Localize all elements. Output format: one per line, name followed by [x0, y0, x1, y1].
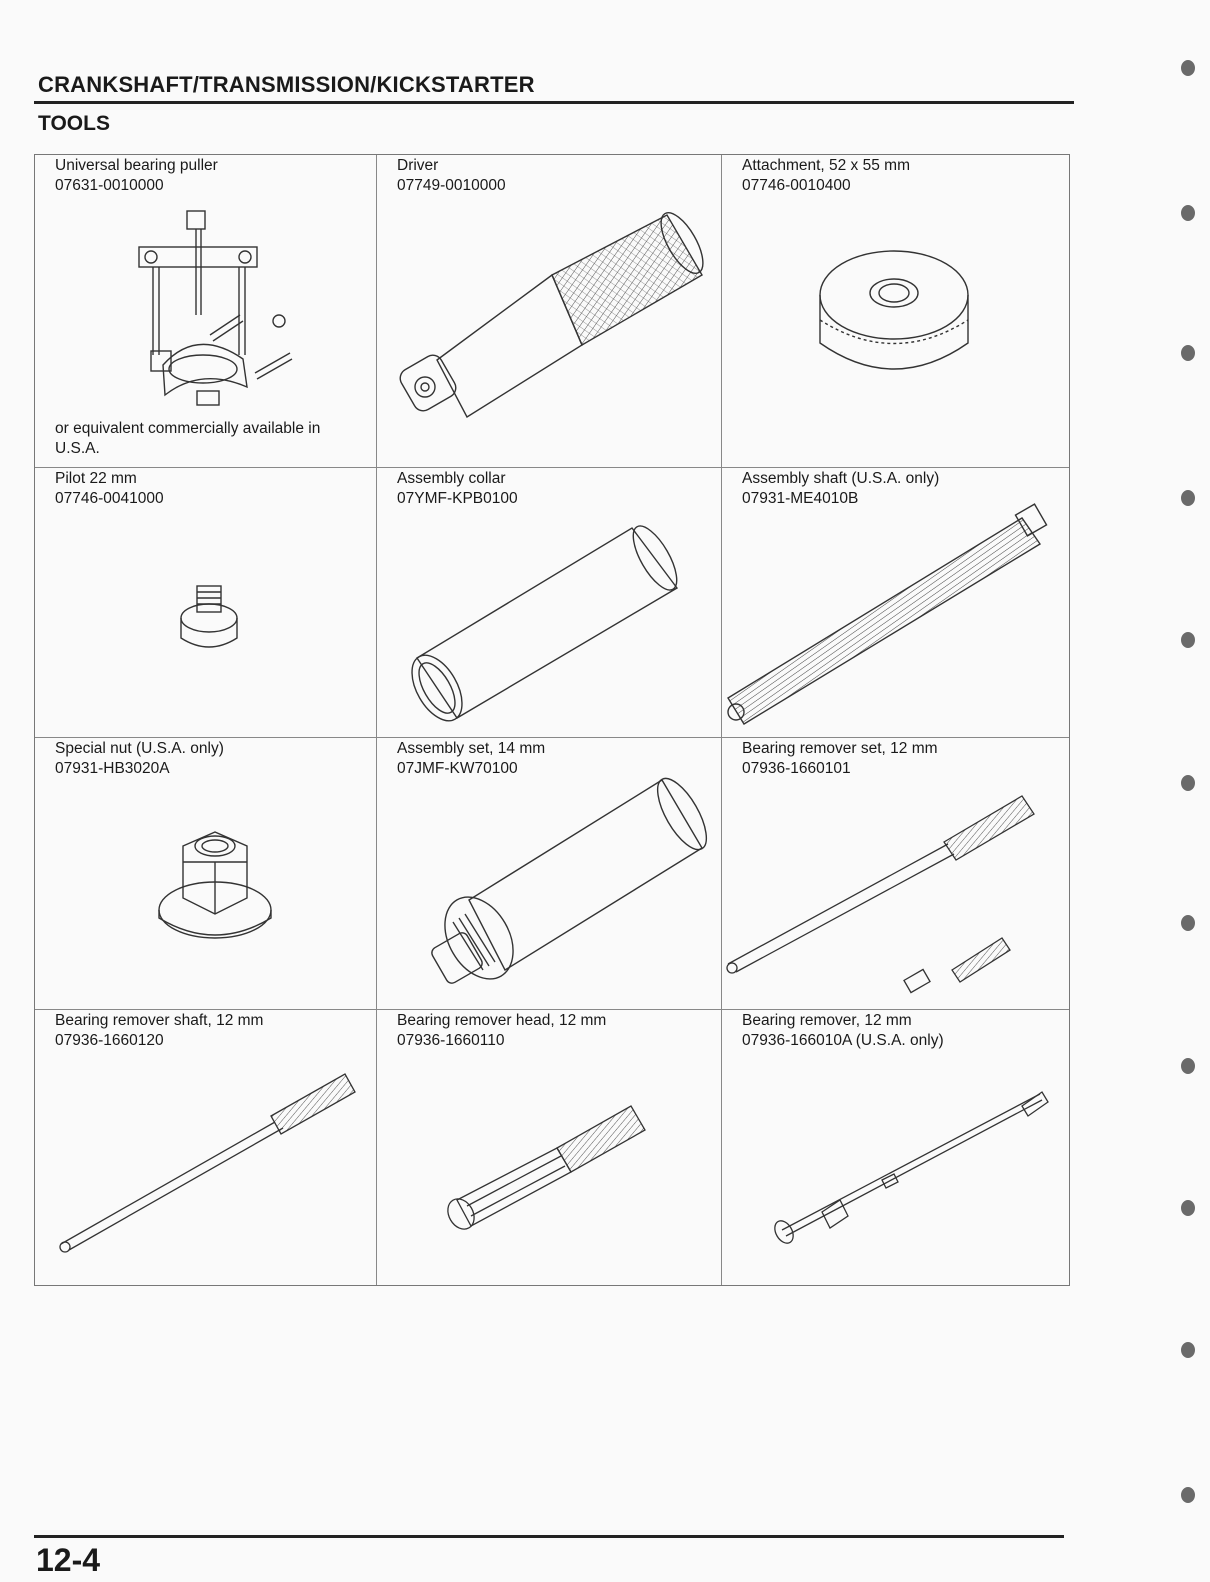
assembly-shaft-illustration — [722, 468, 1072, 738]
tool-cell-special-nut — [35, 738, 377, 1010]
bearing-remover-head-illustration — [377, 1010, 722, 1280]
tool-name: Bearing remover head, 12 mm — [397, 1012, 607, 1029]
section-title: CRANKSHAFT/TRANSMISSION/KICKSTARTER — [38, 72, 535, 97]
tool-part-number: 07749-0010000 — [397, 177, 506, 194]
binder-hole — [1181, 205, 1195, 221]
binder-hole — [1181, 490, 1195, 506]
assembly-collar-illustration — [377, 468, 722, 738]
tool-cell-bearing-remover-head — [377, 1010, 722, 1285]
binder-hole — [1181, 1200, 1195, 1216]
tool-part-number: 07936-1660110 — [397, 1032, 505, 1049]
tool-name: Universal bearing puller — [55, 157, 218, 174]
binder-hole — [1181, 1058, 1195, 1074]
bearing-remover-set-illustration — [722, 738, 1072, 1010]
tool-name: Assembly shaft (U.S.A. only) — [742, 470, 940, 487]
tool-name: Bearing remover shaft, 12 mm — [55, 1012, 264, 1029]
tool-name: Assembly collar — [397, 470, 506, 487]
tool-part-number: 07YMF-KPB0100 — [397, 490, 518, 507]
tool-cell-bearing-remover-shaft — [35, 1010, 377, 1285]
tool-cell-bearing-remover-set — [722, 738, 1069, 1010]
tool-name: Bearing remover set, 12 mm — [742, 740, 938, 757]
assembly-set-illustration — [377, 738, 722, 1010]
tool-cell-driver — [377, 155, 722, 468]
tool-cell-assembly-set — [377, 738, 722, 1010]
binder-hole — [1181, 1342, 1195, 1358]
tool-cell-attachment — [722, 155, 1069, 468]
tool-cell-universal-bearing-puller — [35, 155, 377, 468]
tool-part-number: 07746-0010400 — [742, 177, 851, 194]
tool-name: Pilot 22 mm — [55, 470, 137, 487]
driver-illustration — [377, 155, 722, 468]
bearing-remover-illustration — [722, 1010, 1072, 1280]
attachment-illustration — [722, 155, 1072, 468]
binder-hole — [1181, 345, 1195, 361]
special-nut-illustration — [35, 738, 377, 1010]
tool-name: Driver — [397, 157, 439, 174]
tool-name: Special nut (U.S.A. only) — [55, 740, 224, 757]
binder-hole — [1181, 632, 1195, 648]
tool-name: Bearing remover, 12 mm — [742, 1012, 912, 1029]
tool-part-number: 07936-166010A (U.S.A. only) — [742, 1032, 944, 1049]
tool-part-number: 07931-ME4010B — [742, 490, 859, 507]
tools-table — [34, 154, 1070, 1286]
tool-part-number: 07746-0041000 — [55, 490, 164, 507]
binder-hole — [1181, 775, 1195, 791]
binder-hole — [1181, 915, 1195, 931]
tool-part-number: 07936-1660101 — [742, 760, 851, 777]
tool-cell-pilot — [35, 468, 377, 738]
tool-cell-bearing-remover — [722, 1010, 1069, 1285]
tool-part-number: 07936-1660120 — [55, 1032, 164, 1049]
bearing-remover-shaft-illustration — [35, 1010, 377, 1280]
binder-hole — [1181, 1487, 1195, 1503]
tool-name: Attachment, 52 x 55 mm — [742, 157, 910, 174]
tool-name: Assembly set, 14 mm — [397, 740, 546, 757]
tool-part-number: 07631-0010000 — [55, 177, 164, 194]
header-rule — [34, 101, 1074, 104]
tool-part-number: 07JMF-KW70100 — [397, 760, 518, 777]
tools-heading: TOOLS — [38, 112, 110, 135]
page-number: 12-4 — [36, 1542, 101, 1578]
tool-part-number: 07931-HB3020A — [55, 760, 170, 777]
pilot-illustration — [35, 468, 377, 738]
footer-rule — [34, 1535, 1064, 1538]
tool-cell-assembly-shaft — [722, 468, 1069, 738]
tool-note: or equivalent commercially available in U.S.A. — [55, 420, 321, 457]
binder-hole — [1181, 60, 1195, 76]
tool-cell-assembly-collar — [377, 468, 722, 738]
